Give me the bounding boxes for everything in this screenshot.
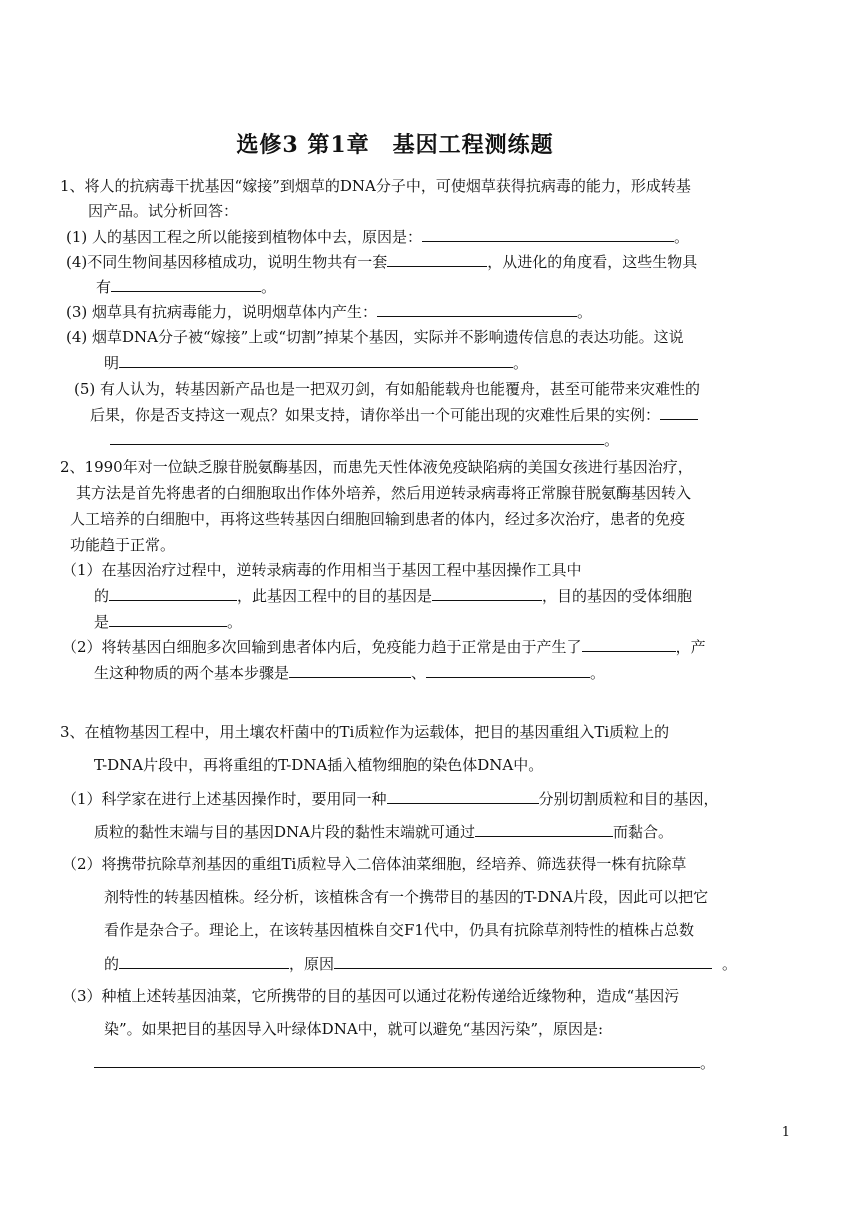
q1-part5-line2 [90,404,698,425]
period: 。 [261,278,277,296]
q1-part3-text: (3) 烟草具有抗病毒能力，说明烟草体内产生： [66,303,378,321]
q2-part2-line1 [62,636,706,657]
q3-stem-line2: T-DNA片段中，再将重组的T-DNA插入植物细胞的染色体DNA中。 [94,756,544,774]
q1-part1-text: (1) 人的基因工程之所以能接到植物体中去，原因是： [66,228,423,246]
q1-part2-text-c: 有 [96,278,112,296]
answer-blank[interactable] [334,953,712,969]
period: 。 [590,664,606,682]
q3-part1-text-d: 而黏合。 [613,823,674,841]
q1-part5-line3 [110,429,619,450]
q2-part1-text-b: 的 [94,587,110,605]
answer-blank[interactable] [119,953,289,969]
page-title: 选修3 第1章 基因工程测练题 [236,132,554,158]
answer-blank[interactable] [111,276,261,292]
answer-blank[interactable] [422,226,674,242]
q1-part3 [66,301,592,322]
q2-part1-line1: （1）在基因治疗过程中，逆转录病毒的作用相当于基因工程中基因操作工具中 [62,561,582,579]
q1-part2-text-a: (4)不同生物间基因移植成功，说明生物共有一套 [66,253,388,271]
q2-part1-line3 [94,611,242,632]
separator: 、 [411,664,427,682]
answer-blank[interactable] [110,429,604,445]
q2-part2-text-a: （2）将转基因白细胞多次回输到患者体内后，免疫能力趋于正常是由于产生了 [62,638,582,656]
period: 。 [722,955,738,973]
q2-part2-text-c: 生这种物质的两个基本步骤是 [94,664,290,682]
answer-blank[interactable] [660,404,698,420]
q3-part1-text-c: 质粒的黏性末端与目的基因DNA片段的黏性末端就可通过 [94,823,475,841]
period: 。 [227,613,243,631]
q1-part5-text-b: 后果，你是否支持这一观点？如果支持，请你举出一个可能出现的灾难性后果的实例： [90,406,661,424]
q3-part3-line3 [94,1052,715,1073]
q2-stem-line2: 其方法是首先将患者的白细胞取出作体外培养，然后用逆转录病毒将正常腺苷脱氨酶基因转入 [76,484,692,502]
q1-part1 [66,226,689,247]
answer-blank[interactable] [109,611,227,627]
q3-stem-line1: 3、在植物基因工程中，用土壤农杆菌中的Ti质粒作为运载体，把目的基因重组入Ti质粒上的 [60,723,670,741]
q1-part2-line1 [66,251,697,272]
q1-part4-line1: (4) 烟草DNA分子被“嫁接”上或“切割”掉某个基因，实际并不影响遗传信息的表达功能。这说 [66,328,684,346]
q1-part2-text-b: ，从进化的角度看，这些生物具 [487,253,698,271]
period: 。 [604,431,620,449]
period: 。 [513,354,529,372]
answer-blank[interactable] [377,301,577,317]
q2-part1-text-c: ，此基因工程中的目的基因是 [237,587,433,605]
answer-blank[interactable] [119,352,513,368]
q1-part5-line1: (5) 有人认为，转基因新产品也是一把双刃剑，有如船能载舟也能覆舟，甚至可能带来灾难性的 [74,380,701,398]
period: 。 [674,228,690,246]
q2-part2-line2 [94,662,605,683]
q3-part1-line2 [94,821,673,842]
q3-part1-text-a: （1）科学家在进行上述基因操作时，要用同一种 [62,790,387,808]
answer-blank[interactable] [582,636,676,652]
q1-part4-line2 [104,352,528,373]
q3-part2-line3: 看作是杂合子。理论上，在该转基因植株自交F1代中，仍具有抗除草剂特性的植株占总数 [104,921,694,939]
answer-blank[interactable] [387,251,487,267]
q3-part3-line2: 染”。如果把目的基因导入叶绿体DNA中，就可以避免“基因污染”，原因是: [104,1020,604,1038]
q3-part3-line1: （3）种植上述转基因油菜，它所携带的目的基因可以通过花粉传递给近缘物种，造成“基因污 [62,987,680,1005]
q3-part2-line4 [104,953,737,974]
answer-blank[interactable] [432,585,542,601]
q1-part4-text-b: 明 [104,354,120,372]
answer-blank[interactable] [94,1052,700,1068]
period: 。 [577,303,593,321]
q3-part2-line2: 剂特性的转基因植株。经分析，该植株含有一个携带目的基因的T-DNA片段，因此可以把它 [104,888,709,906]
answer-blank[interactable] [387,788,539,804]
q3-part2-text-e: ，原因 [289,955,335,973]
page-number: 1 [781,1125,790,1140]
q2-part2-text-b: ，产 [675,638,706,656]
q2-part1-line2 [94,585,692,606]
q1-stem-line1: 1、将人的抗病毒干扰基因“嫁接”到烟草的DNA分子中，可使烟草获得抗病毒的能力，形成转基 [60,177,691,195]
answer-blank[interactable] [289,662,411,678]
q2-stem-line3: 人工培养的白细胞中，再将这些转基因白细胞回输到患者的体内，经过多次治疗，患者的免疫 [70,510,686,528]
q2-stem-line1: 2、1990年对一位缺乏腺苷脱氨酶基因，而患先天性体液免疫缺陷病的美国女孩进行基因治疗， [60,458,693,476]
answer-blank[interactable] [475,821,613,837]
q2-part1-text-e: 是 [94,613,110,631]
q1-stem-line2: 因产品。试分析回答： [88,202,239,220]
answer-blank[interactable] [109,585,237,601]
q3-part2-text-d: 的 [104,955,120,973]
q2-stem-line4: 功能趋于正常。 [70,536,176,554]
period: 。 [700,1054,716,1072]
q3-part2-line1: （2）将携带抗除草剂基因的重组Ti质粒导入二倍体油菜细胞，经培养、筛选获得一株有抗除草 [62,855,687,873]
q3-part1-line1 [62,788,719,809]
q3-part1-text-b: 分别切割质粒和目的基因， [538,790,719,808]
q1-part2-line2 [96,276,276,297]
q2-part1-text-d: ，目的基因的受体细胞 [542,587,693,605]
answer-blank[interactable] [426,662,590,678]
